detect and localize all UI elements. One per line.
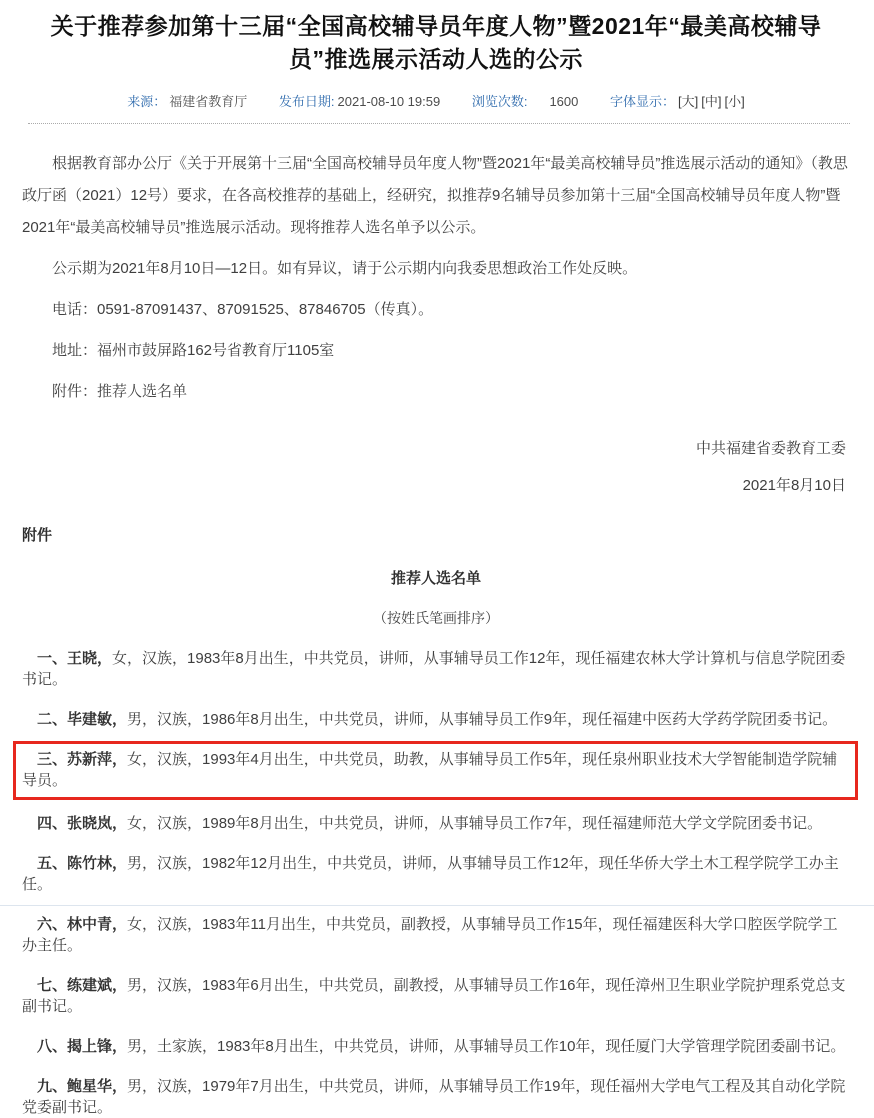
candidate-name: 五、陈竹林， — [37, 855, 128, 873]
document-body — [22, 148, 850, 408]
font-size-label: 字体显示： — [610, 94, 676, 110]
publish-date-label: 发布日期: — [278, 94, 335, 110]
list-item — [22, 648, 850, 690]
list-item — [22, 1036, 850, 1057]
candidate-details: 男，汉族，1983年6月出生，中共党员，副教授，从事辅导员工作16年，现任漳州卫生职业学院护理系党总支副书记。 — [22, 977, 846, 1016]
meta-view-count — [472, 91, 579, 110]
paragraph-attachment-ref: 附件：推荐人选名单 — [52, 383, 188, 401]
dotted-divider — [28, 123, 850, 124]
candidate-name: 三、苏新萍， — [37, 751, 128, 769]
paragraph-publicity-period: 公示期为2021年8月10日—12日。如有异议，请于公示期内向我委思想政治工作处反映。 — [52, 260, 638, 278]
candidate-details: 女，汉族，1983年8月出生，中共党员，讲师，从事辅导员工作12年，现任福建农林大学计算机与信息学院团委书记。 — [22, 650, 846, 689]
candidate-name: 四、张晓岚， — [37, 815, 128, 833]
meta-publish-date — [279, 91, 440, 110]
signer-name: 中共福建省委教育工委 — [695, 440, 846, 458]
font-size-large-button[interactable]: [大] — [678, 94, 699, 110]
article-meta — [22, 91, 850, 110]
list-item — [22, 914, 850, 956]
candidate-list-title: 推荐人选名单 — [390, 570, 481, 588]
candidate-name: 二、毕建敏， — [37, 711, 128, 729]
paragraph-phone: 电话：0591-87091437、87091525、87846705（传真）。 — [52, 301, 434, 319]
candidate-details: 男，土家族，1983年8月出生，中共党员，讲师，从事辅导员工作10年，现任厦门大学管理学院团委副书记。 — [127, 1038, 846, 1056]
candidate-list — [22, 648, 850, 1118]
list-item — [22, 813, 850, 834]
meta-source — [127, 91, 247, 110]
candidate-name: 六、林中青， — [37, 916, 128, 934]
candidate-name: 九、鲍星华， — [37, 1078, 128, 1096]
candidate-list-subtitle: （按姓氏笔画排序） — [373, 610, 499, 627]
meta-font-size — [610, 91, 745, 110]
candidate-name: 七、练建斌， — [37, 977, 128, 995]
candidate-name: 一、王晓， — [37, 650, 113, 668]
paragraph-intro: 根据教育部办公厅《关于开展第十三届“全国高校辅导员年度人物”暨2021年“最美高校辅导员”推选展示活动的通知》（教思政厅函（2021）12号）要求，在各高校推荐的基础上，经研究，拟推荐9名辅导员参加第十三届“全国高校辅导员年度人物”暨2021年“最美高校辅导员”推选展示活动。现将推荐人选名单予以公示。 — [22, 155, 848, 237]
signature-block — [22, 430, 850, 504]
candidate-details: 男，汉族，1986年8月出生，中共党员，讲师，从事辅导员工作9年，现任福建中医药大学药学院团委书记。 — [127, 711, 838, 729]
list-item-highlighted — [13, 741, 858, 800]
view-count-label: 浏览次数: — [471, 94, 528, 110]
candidate-details: 男，汉族，1979年7月出生，中共党员，讲师，从事辅导员工作19年，现任福州大学电气工程及其自动化学院党委副书记。 — [22, 1078, 846, 1117]
signature-date: 2021年8月10日 — [742, 477, 846, 495]
view-count-value: 1600 — [549, 94, 579, 110]
font-size-small-button[interactable]: [小] — [724, 94, 745, 110]
candidate-details: 男，汉族，1982年12月出生，中共党员，讲师，从事辅导员工作12年，现任华侨大学土木工程学院学工办主任。 — [22, 855, 839, 894]
list-item — [22, 1076, 850, 1118]
list-item — [22, 853, 850, 895]
candidate-name: 八、揭上锋， — [37, 1038, 128, 1056]
candidate-details: 女，汉族，1993年4月出生，中共党员，助教，从事辅导员工作5年，现任泉州职业技术大学智能制造学院辅导员。 — [22, 751, 838, 790]
paragraph-address: 地址：福州市鼓屏路162号省教育厅1105室 — [52, 342, 335, 360]
candidate-details: 女，汉族，1989年8月出生，中共党员，讲师，从事辅导员工作7年，现任福建师范大学文学院团委书记。 — [127, 815, 823, 833]
source-label: 来源： — [127, 94, 167, 110]
page-title: 关于推荐参加第十三届“全国高校辅导员年度人物”暨2021年“最美高校辅导员”推选展示活动人选的公示 — [50, 13, 822, 72]
source-value: 福建省教育厅 — [169, 94, 248, 110]
list-item — [22, 709, 850, 730]
publish-date-value: 2021-08-10 19:59 — [337, 94, 441, 110]
font-size-medium-button[interactable]: [中] — [701, 94, 722, 110]
candidate-details: 女，汉族，1983年11月出生，中共党员，副教授，从事辅导员工作15年，现任福建医科大学口腔医学院学工办主任。 — [22, 916, 838, 955]
list-item — [22, 975, 850, 1017]
bottom-divider — [0, 905, 874, 906]
attachment-heading: 附件 — [22, 527, 53, 545]
